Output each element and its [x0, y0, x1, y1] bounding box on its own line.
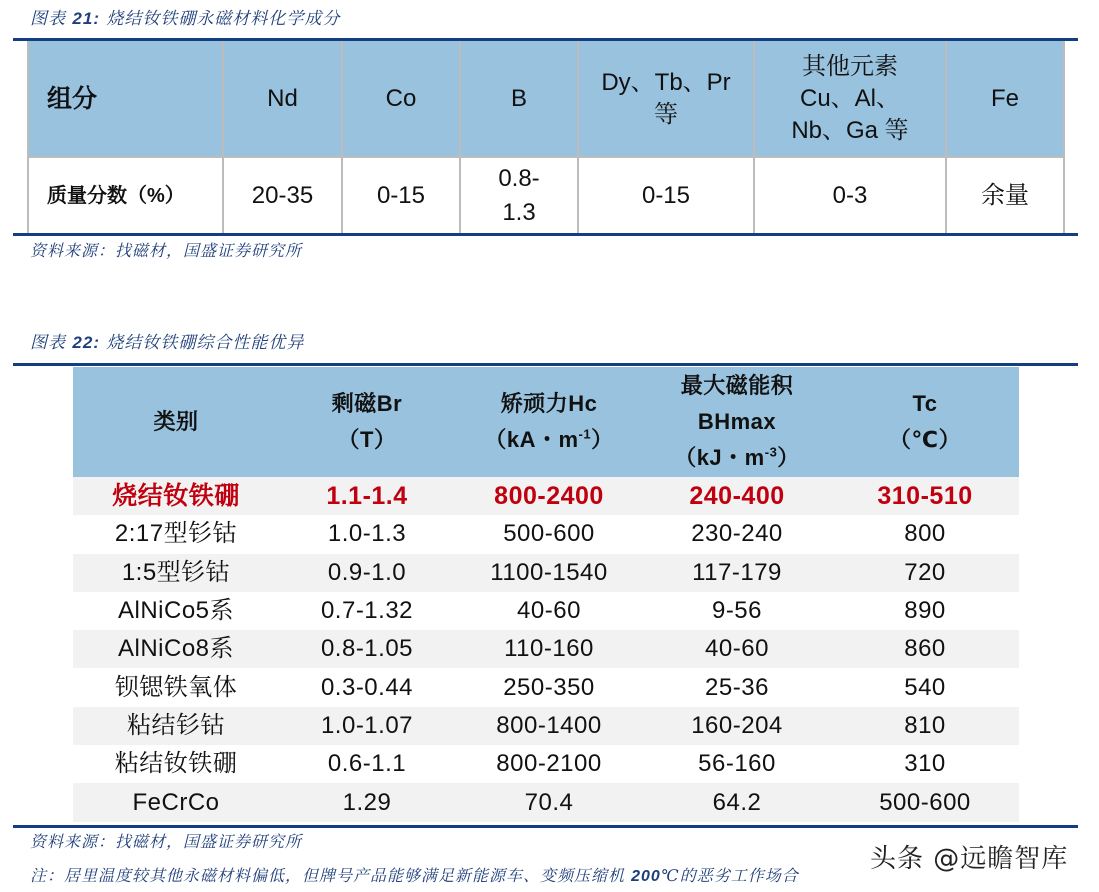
header-hc: 矫顽力Hc （kA・$m^{-1}$）	[455, 367, 643, 477]
header-category: 类别	[73, 367, 279, 477]
cell-hc: 800-2100	[455, 745, 643, 783]
cell-br: 0.7-1.32	[279, 592, 455, 630]
header-tc: Tc （℃）	[831, 367, 1019, 477]
cell-bhmax: 40-60	[643, 630, 831, 668]
cell-tc: 540	[831, 668, 1019, 706]
cell-tc: 810	[831, 707, 1019, 745]
table-row	[73, 554, 1019, 592]
cell-bhmax: 117-179	[643, 554, 831, 592]
cell-br: 1.0-1.07	[279, 707, 455, 745]
cell-category: 2:17型钐钴	[73, 515, 279, 553]
table-row-highlight	[73, 477, 1019, 515]
cell-tc: 500-600	[831, 783, 1019, 821]
cell-hc: 1100-1540	[455, 554, 643, 592]
caption-prefix: 图表	[30, 9, 66, 29]
cell-nd: 20-35	[223, 157, 342, 234]
cell-bhmax: 64.2	[643, 783, 831, 821]
table-row	[73, 592, 1019, 630]
cell-hc: 500-600	[455, 515, 643, 553]
cell-category: AlNiCo8系	[73, 630, 279, 668]
header-co: Co	[342, 41, 460, 157]
table2-note: 注：居里温度较其他永磁材料偏低，但牌号产品能够满足新能源车、变频压缩机 200℃的恶劣工作场合	[30, 866, 799, 885]
cell-br: 0.3-0.44	[279, 668, 455, 706]
table2-top-rule	[13, 363, 1078, 366]
cell-b: 0.8- 1.3	[460, 157, 578, 234]
cell-bhmax: 240-400	[643, 477, 831, 515]
row-label: 质量分数（%）	[28, 157, 223, 234]
cell-category: AlNiCo5系	[73, 592, 279, 630]
cell-tc: 800	[831, 515, 1019, 553]
table-row	[73, 707, 1019, 745]
cell-bhmax: 56-160	[643, 745, 831, 783]
table2-bottom-rule	[13, 825, 1078, 828]
header-br: 剩磁Br （T）	[279, 367, 455, 477]
cell-bhmax: 25-36	[643, 668, 831, 706]
table1-header-row	[28, 41, 1064, 157]
header-component: 组分	[28, 41, 223, 157]
cell-category: 1:5型钐钴	[73, 554, 279, 592]
table-row	[73, 668, 1019, 706]
cell-co: 0-15	[342, 157, 460, 234]
cell-hc: 800-1400	[455, 707, 643, 745]
cell-tc: 890	[831, 592, 1019, 630]
table1-bottom-rule	[13, 233, 1078, 236]
caption-number: 22:	[72, 333, 100, 352]
caption-number: 21:	[72, 9, 100, 28]
table2-source: 资料来源：找磁材，国盛证券研究所	[30, 832, 303, 851]
cell-category: 钡锶铁氧体	[73, 668, 279, 706]
cell-category: FeCrCo	[73, 783, 279, 821]
cell-tc: 860	[831, 630, 1019, 668]
cell-bhmax: 160-204	[643, 707, 831, 745]
cell-category: 粘结钕铁硼	[73, 745, 279, 783]
cell-br: 0.8-1.05	[279, 630, 455, 668]
composition-table	[27, 41, 1065, 234]
header-other-elements: 其他元素 Cu、Al、 Nb、Ga 等	[754, 41, 946, 157]
cell-tc: 310	[831, 745, 1019, 783]
table-row	[73, 783, 1019, 821]
cell-fe: 余量	[946, 157, 1064, 234]
cell-hc: 800-2400	[455, 477, 643, 515]
watermark: 头条 @远瞻智库	[870, 844, 1069, 874]
caption-prefix: 图表	[30, 333, 66, 353]
table1-row-mass-fraction	[28, 157, 1064, 234]
cell-dy-tb-pr: 0-15	[578, 157, 754, 234]
cell-br: 0.6-1.1	[279, 745, 455, 783]
cell-hc: 250-350	[455, 668, 643, 706]
table2-caption	[30, 328, 304, 353]
cell-tc: 720	[831, 554, 1019, 592]
caption-title: 烧结钕铁硼综合性能优异	[106, 333, 305, 353]
cell-hc: 110-160	[455, 630, 643, 668]
cell-hc: 70.4	[455, 783, 643, 821]
cell-category: 烧结钕铁硼	[73, 477, 279, 515]
table-row	[73, 515, 1019, 553]
cell-bhmax: 9-56	[643, 592, 831, 630]
table1-source: 资料来源：找磁材，国盛证券研究所	[30, 241, 303, 260]
cell-category: 粘结钐钴	[73, 707, 279, 745]
cell-tc: 310-510	[831, 477, 1019, 515]
header-bhmax: 最大磁能积 BHmax （kJ・$m^{-3}$）	[643, 367, 831, 477]
cell-hc: 40-60	[455, 592, 643, 630]
table-row	[73, 745, 1019, 783]
caption-title: 烧结钕铁硼永磁材料化学成分	[106, 9, 341, 29]
cell-br: 1.29	[279, 783, 455, 821]
header-nd: Nd	[223, 41, 342, 157]
table-row	[73, 630, 1019, 668]
table2-header-row	[73, 367, 1019, 477]
cell-other-elements: 0-3	[754, 157, 946, 234]
table1-caption	[30, 4, 340, 29]
cell-bhmax: 230-240	[643, 515, 831, 553]
header-fe: Fe	[946, 41, 1064, 157]
header-b: B	[460, 41, 578, 157]
cell-br: 1.0-1.3	[279, 515, 455, 553]
performance-table	[73, 367, 1019, 822]
header-dy-tb-pr: Dy、Tb、Pr 等	[578, 41, 754, 157]
cell-br: 1.1-1.4	[279, 477, 455, 515]
cell-br: 0.9-1.0	[279, 554, 455, 592]
